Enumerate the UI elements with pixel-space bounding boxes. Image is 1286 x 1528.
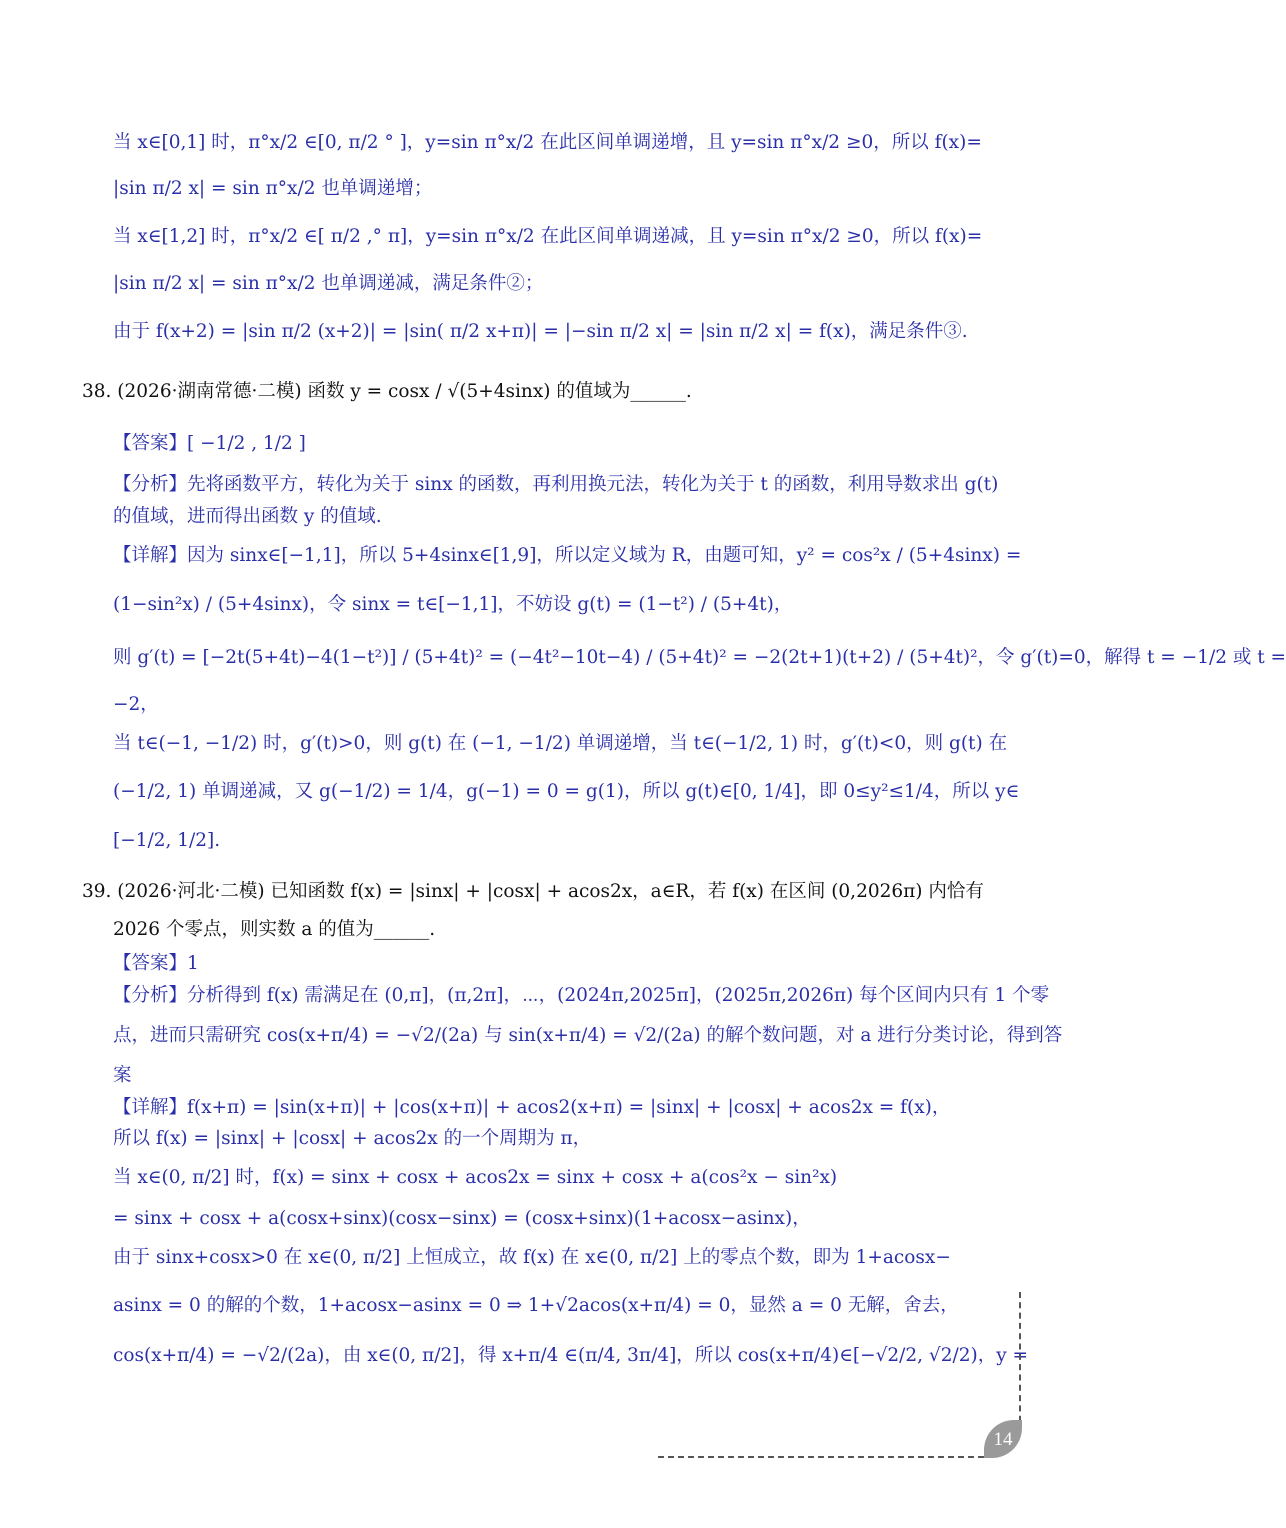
solution-line: 由于 sinx+cosx>0 在 x∈(0, π/2] 上恒成立，故 f(x) 在 x∈(0, π/2] 上的零点个数，即为 1+acosx− (113, 1247, 951, 1268)
solution-line: 【详解】f(x+π) = |sin(x+π)| + |cos(x+π)| + acos2(x+π) = |sinx| + |cosx| + acos2x = f(x)， (113, 1097, 951, 1118)
solution-line: |sin π/2 x| = sin π°x/2 也单调递增； (113, 178, 433, 199)
solution-line: −2， (113, 694, 159, 715)
solution-line: 案 (113, 1065, 132, 1086)
solution-line: 由于 f(x+2) = |sin π/2 (x+2)| = |sin( π/2 x+π)| = |−sin π/2 x| = |sin π/2 x| = f(x)，满足条件③. (113, 321, 968, 342)
solution-line: 则 g′(t) = [−2t(5+4t)−4(1−t²)] / (5+4t)² = (−4t²−10t−4) / (5+4t)² = −2(2t+1)(t+2) / (5+4t)²，令 g′(t)=0，解得 t = −1/2 或 t = (113, 647, 1286, 668)
solution-line: (1−sin²x) / (5+4sinx)，令 sinx = t∈[−1,1]，不妨设 g(t) = (1−t²) / (5+4t)， (113, 594, 793, 615)
page-number: 14 (984, 1420, 1022, 1458)
solution-line: asinx = 0 的解的个数，1+acosx−asinx = 0 ⇒ 1+√2acos(x+π/4) = 0，显然 a = 0 无解，舍去， (113, 1295, 959, 1316)
solution-line: 的值域，进而得出函数 y 的值域. (113, 506, 382, 527)
question-line: 2026 个零点，则实数 a 的值为______. (113, 919, 436, 940)
solution-line: 【分析】分析得到 f(x) 需满足在 (0,π]，(π,2π]，⋯，(2024π,2025π]，(2025π,2026π) 每个区间内只有 1 个零 (113, 985, 1050, 1006)
solution-line: 【答案】[ −1/2 , 1/2 ] (113, 433, 306, 454)
question-line: 38. (2026·湖南常德·二模) 函数 y = cosx / √(5+4sinx) 的值域为______. (82, 381, 692, 402)
solution-line: 所以 f(x) = |sinx| + |cosx| + acos2x 的一个周期为 π， (113, 1128, 592, 1149)
solution-line: (−1/2, 1) 单调递减，又 g(−1/2) = 1/4，g(−1) = 0 = g(1)，所以 g(t)∈[0, 1/4]，即 0≤y²≤1/4，所以 y∈ (113, 781, 1020, 802)
solution-line: [−1/2, 1/2]. (113, 830, 221, 851)
solution-line: 【答案】1 (113, 953, 199, 974)
solution-line: |sin π/2 x| = sin π°x/2 也单调递减，满足条件②； (113, 273, 544, 294)
solution-line: 点，进而只需研究 cos(x+π/4) = −√2/(2a) 与 sin(x+π/4) = √2/(2a) 的解个数问题，对 a 进行分类讨论，得到答 (113, 1025, 1063, 1046)
solution-line: 当 x∈[0,1] 时，π°x/2 ∈[0, π/2 ° ]，y=sin π°x/2 在此区间单调递增，且 y=sin π°x/2 ≥0，所以 f(x)= (113, 132, 982, 153)
solution-line: 当 x∈[1,2] 时，π°x/2 ∈[ π/2 ,° π]，y=sin π°x/2 在此区间单调递减，且 y=sin π°x/2 ≥0，所以 f(x)= (113, 226, 983, 247)
page-corner-dashed-vertical (1019, 1292, 1021, 1432)
solution-line: 当 t∈(−1, −1/2) 时，g′(t)>0，则 g(t) 在 (−1, −1/2) 单调递增，当 t∈(−1/2, 1) 时，g′(t)<0，则 g(t) 在 (113, 733, 1008, 754)
page-corner-dashed-horizontal (658, 1456, 984, 1458)
solution-line: 【详解】因为 sinx∈[−1,1]，所以 5+4sinx∈[1,9]，所以定义域为 R，由题可知，y² = cos²x / (5+4sinx) = (113, 545, 1022, 566)
solution-line: 【分析】先将函数平方，转化为关于 sinx 的函数，再利用换元法，转化为关于 t 的函数，利用导数求出 g(t) (113, 474, 999, 495)
solution-line: cos(x+π/4) = −√2/(2a)，由 x∈(0, π/2]，得 x+π/4 ∈(π/4, 3π/4]，所以 cos(x+π/4)∈[−√2/2, √2/2)，y = (113, 1345, 1029, 1366)
solution-line: 当 x∈(0, π/2] 时，f(x) = sinx + cosx + acos2x = sinx + cosx + a(cos²x − sin²x) (113, 1167, 838, 1188)
solution-line: = sinx + cosx + a(cosx+sinx)(cosx−sinx) = (cosx+sinx)(1+acosx−asinx)， (113, 1208, 811, 1229)
question-line: 39. (2026·河北·二模) 已知函数 f(x) = |sinx| + |cosx| + acos2x，a∈R，若 f(x) 在区间 (0,2026π) 内恰有 (82, 881, 984, 902)
